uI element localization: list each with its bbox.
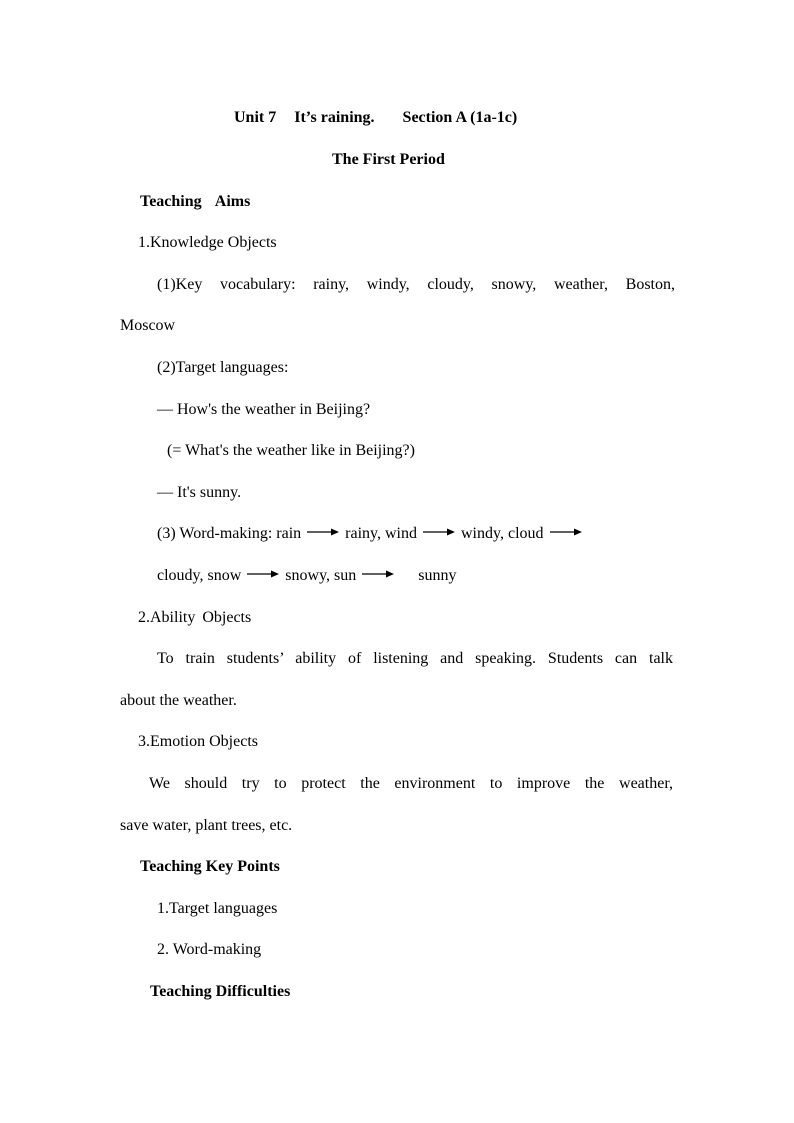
period-heading: The First Period (332, 151, 445, 168)
vocab-line-2: Moscow (120, 317, 176, 334)
title-topic: It’s raining. (294, 109, 375, 126)
arrow-right-icon (307, 527, 339, 537)
word-to: rainy, (345, 525, 381, 542)
word-from: sun (334, 567, 357, 584)
difficulties-heading: Teaching Difficulties (150, 983, 291, 1000)
word-from: rain (276, 525, 302, 542)
word-from: wind (385, 525, 417, 542)
vocab-line-1: (1)Key vocabulary: rainy, windy, cloudy, snowy, weather, Boston, (157, 276, 675, 293)
key-points-heading: Teaching Key Points (140, 858, 280, 875)
word-to: windy, (461, 525, 504, 542)
ability-line-2: about the weather. (120, 692, 237, 709)
dialogue-question-text: How's the weather in Beijing? (177, 401, 371, 418)
ability-heading: 2.Ability Objects (138, 609, 252, 626)
arrow-right-icon (362, 569, 394, 579)
knowledge-heading: 1.Knowledge Objects (138, 234, 277, 251)
dash: — (157, 401, 173, 418)
dialogue-alternative: (= What's the weather like in Beijing?) (167, 442, 415, 459)
word-to: sunny (418, 567, 457, 584)
dash: — (157, 484, 173, 501)
title-section: Section A (1a-1c) (402, 109, 518, 126)
dialogue-question (157, 400, 370, 420)
arrow-right-icon (247, 569, 279, 579)
word-making-line-2 (157, 566, 457, 586)
word-making-label: (3) Word-making: (157, 525, 273, 542)
word-from: cloud (507, 525, 544, 542)
arrow-right-icon (550, 527, 582, 537)
target-heading: (2)Target languages: (157, 359, 289, 376)
word-to: cloudy, (157, 567, 204, 584)
emotion-heading: 3.Emotion Objects (138, 733, 258, 750)
emotion-line-2: save water, plant trees, etc. (120, 817, 293, 834)
document-title (234, 108, 517, 128)
arrow-right-icon (423, 527, 455, 537)
word-making-line-1 (157, 524, 588, 544)
aims-heading: Teaching Aims (140, 193, 251, 210)
word-from: snow (207, 567, 242, 584)
word-to: snowy, (285, 567, 331, 584)
key-point-item: 2. Word-making (157, 941, 262, 958)
key-point-item: 1.Target languages (157, 900, 278, 917)
dialogue-answer-text: It's sunny. (177, 484, 242, 501)
ability-line-1: To train students’ ability of listening and speaking. Students can talk (157, 650, 673, 667)
title-unit: Unit 7 (234, 109, 277, 126)
emotion-line-1: We should try to protect the environment to improve the weather, (149, 775, 673, 792)
dialogue-answer (157, 483, 241, 503)
